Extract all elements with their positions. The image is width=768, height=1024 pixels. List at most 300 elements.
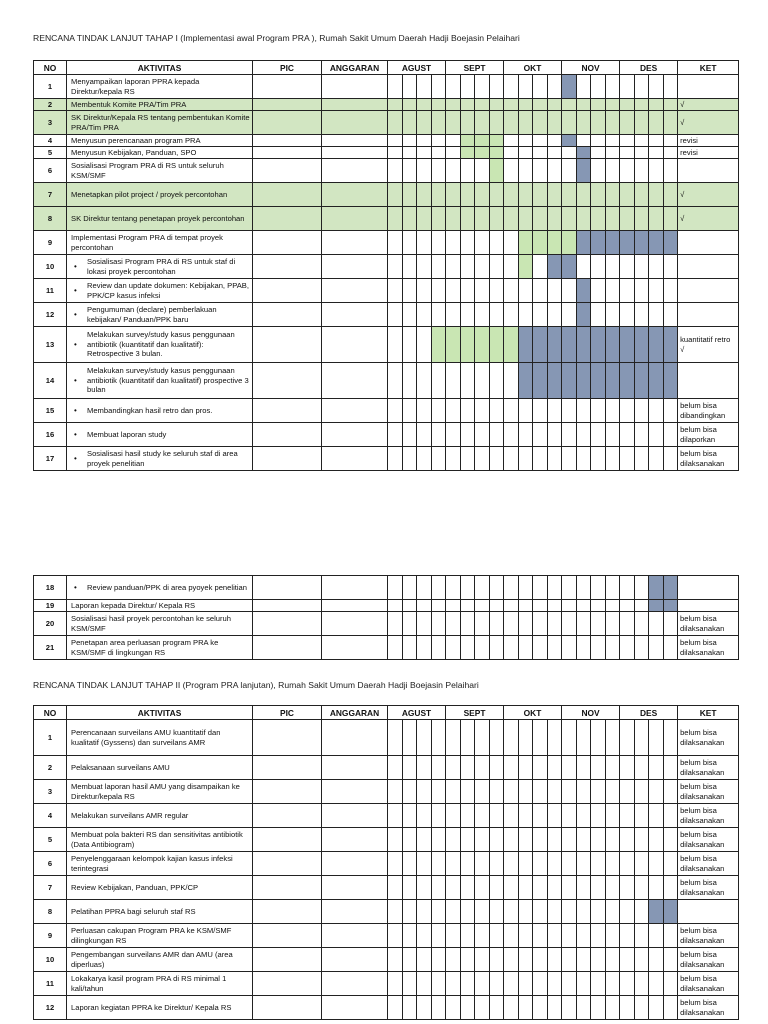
gantt-cell	[446, 303, 461, 327]
anggaran-cell	[322, 756, 388, 780]
gantt-cell	[620, 255, 635, 279]
gantt-cell	[620, 876, 635, 900]
gantt-cell	[402, 612, 417, 636]
gantt-cell	[417, 399, 432, 423]
gantt-cell	[547, 75, 562, 99]
gantt-cell	[605, 972, 620, 996]
gantt-cell-planned	[460, 327, 475, 363]
pic-cell	[253, 876, 322, 900]
gantt-cell	[634, 399, 649, 423]
gantt-cell-done	[649, 576, 664, 600]
table-row	[34, 135, 739, 147]
gantt-cell	[402, 159, 417, 183]
row-number: 4	[34, 135, 67, 147]
gantt-cell	[489, 852, 504, 876]
gantt-cell	[402, 804, 417, 828]
gantt-cell	[533, 99, 548, 111]
row-number: 20	[34, 612, 67, 636]
gantt-cell	[446, 900, 461, 924]
ket-cell: belum bisa dilaksanakan	[678, 447, 739, 471]
gantt-cell	[663, 972, 678, 996]
gantt-cell	[634, 972, 649, 996]
gantt-cell	[504, 303, 519, 327]
gantt-cell	[547, 756, 562, 780]
activity-cell: Membuat laporan hasil AMU yang disampaikan ke Direktur/kepala RS	[67, 780, 253, 804]
gantt-cell	[663, 720, 678, 756]
ket-cell: √	[678, 99, 739, 111]
gantt-cell	[417, 279, 432, 303]
activity-cell: Pelaksanaan surveilans AMU	[67, 756, 253, 780]
gantt-cell	[446, 804, 461, 828]
gantt-cell	[605, 99, 620, 111]
gantt-cell	[402, 147, 417, 159]
gantt-cell	[591, 399, 606, 423]
table-row	[34, 612, 739, 636]
gantt-cell	[446, 447, 461, 471]
gantt-cell	[562, 111, 577, 135]
ket-cell	[678, 303, 739, 327]
anggaran-cell	[322, 135, 388, 147]
ket-cell: belum bisa dilaksanakan	[678, 780, 739, 804]
ket-cell	[678, 279, 739, 303]
table-row	[34, 996, 739, 1020]
gantt-cell	[562, 900, 577, 924]
gantt-cell	[431, 135, 446, 147]
gantt-cell-done	[518, 363, 533, 399]
gantt-cell	[388, 231, 403, 255]
gantt-cell	[562, 828, 577, 852]
pic-cell	[253, 996, 322, 1020]
gantt-cell	[504, 399, 519, 423]
gantt-cell	[562, 159, 577, 183]
pic-cell	[253, 720, 322, 756]
activity-cell: Laporan kepada Direktur/ Kepala RS	[67, 600, 253, 612]
gantt-cell	[591, 612, 606, 636]
gantt-cell	[620, 996, 635, 1020]
row-number: 6	[34, 852, 67, 876]
gantt-cell	[489, 900, 504, 924]
gantt-cell-done	[634, 327, 649, 363]
gantt-cell	[605, 828, 620, 852]
gantt-cell	[634, 600, 649, 612]
activity-cell: Menyusun Kebijakan, Panduan, SPO	[67, 147, 253, 159]
gantt-cell	[562, 447, 577, 471]
gantt-cell	[388, 576, 403, 600]
ket-cell: belum bisa dilaksanakan	[678, 720, 739, 756]
gantt-cell	[547, 876, 562, 900]
gantt-cell-done	[663, 576, 678, 600]
gantt-cell	[518, 720, 533, 756]
ket-cell: belum bisa dilaksanakan	[678, 828, 739, 852]
gantt-cell	[605, 804, 620, 828]
gantt-cell	[576, 576, 591, 600]
gantt-cell-done	[562, 327, 577, 363]
gantt-cell	[431, 399, 446, 423]
gantt-cell	[547, 612, 562, 636]
table-row	[34, 99, 739, 111]
gantt-cell	[663, 303, 678, 327]
gantt-cell-done	[649, 231, 664, 255]
table-row	[34, 255, 739, 279]
gantt-cell	[504, 828, 519, 852]
gantt-cell-done	[576, 231, 591, 255]
tahap2-title: RENCANA TINDAK LANJUT TAHAP II (Program PRA lanjutan), Rumah Sakit Umum Daerah Hadji Boejasin Pelaihari	[33, 680, 479, 690]
gantt-cell	[417, 924, 432, 948]
gantt-cell-planned	[475, 327, 490, 363]
gantt-cell	[460, 447, 475, 471]
gantt-cell	[591, 147, 606, 159]
gantt-cell	[504, 852, 519, 876]
gantt-cell	[402, 828, 417, 852]
pic-cell	[253, 303, 322, 327]
gantt-cell	[605, 720, 620, 756]
gantt-cell	[663, 279, 678, 303]
gantt-cell	[576, 183, 591, 207]
gantt-cell	[634, 183, 649, 207]
gantt-cell	[518, 900, 533, 924]
gantt-cell	[634, 996, 649, 1020]
pic-cell	[253, 279, 322, 303]
table-row	[34, 303, 739, 327]
gantt-cell	[591, 780, 606, 804]
gantt-cell	[576, 924, 591, 948]
gantt-cell	[475, 423, 490, 447]
pic-cell	[253, 756, 322, 780]
gantt-cell-done	[620, 363, 635, 399]
gantt-cell	[489, 75, 504, 99]
gantt-cell	[547, 948, 562, 972]
gantt-cell	[663, 255, 678, 279]
gantt-cell-done	[591, 363, 606, 399]
gantt-cell	[605, 135, 620, 147]
gantt-cell	[663, 612, 678, 636]
ket-cell	[678, 363, 739, 399]
activity-cell: Membuat pola bakteri RS dan sensitivitas antibiotik (Data Antibiogram)	[67, 828, 253, 852]
gantt-cell	[634, 255, 649, 279]
gantt-cell	[475, 399, 490, 423]
gantt-cell	[562, 756, 577, 780]
row-number: 7	[34, 876, 67, 900]
gantt-cell	[634, 828, 649, 852]
gantt-cell	[605, 900, 620, 924]
row-number: 5	[34, 147, 67, 159]
gantt-cell	[446, 756, 461, 780]
gantt-cell	[446, 207, 461, 231]
gantt-cell	[431, 231, 446, 255]
gantt-cell	[417, 804, 432, 828]
gantt-cell	[547, 996, 562, 1020]
row-number: 12	[34, 303, 67, 327]
gantt-cell	[591, 99, 606, 111]
gantt-cell	[504, 183, 519, 207]
gantt-cell	[605, 303, 620, 327]
column-header-agust: AGUST	[388, 61, 446, 75]
gantt-cell	[388, 159, 403, 183]
gantt-cell	[446, 183, 461, 207]
gantt-cell	[605, 600, 620, 612]
gantt-cell	[475, 612, 490, 636]
gantt-cell	[591, 600, 606, 612]
gantt-cell	[634, 756, 649, 780]
gantt-cell	[663, 996, 678, 1020]
gantt-cell	[562, 99, 577, 111]
gantt-cell	[605, 399, 620, 423]
column-header-sept: SEPT	[446, 706, 504, 720]
ket-cell: √	[678, 183, 739, 207]
gantt-cell	[431, 756, 446, 780]
gantt-cell	[431, 159, 446, 183]
row-number: 1	[34, 75, 67, 99]
gantt-cell	[620, 828, 635, 852]
gantt-cell	[576, 99, 591, 111]
gantt-cell	[562, 780, 577, 804]
gantt-cell	[489, 255, 504, 279]
gantt-cell	[663, 852, 678, 876]
gantt-cell	[518, 147, 533, 159]
gantt-cell	[591, 447, 606, 471]
gantt-cell	[417, 876, 432, 900]
gantt-cell	[446, 636, 461, 660]
gantt-cell	[417, 600, 432, 612]
gantt-cell	[504, 159, 519, 183]
gantt-cell	[591, 972, 606, 996]
gantt-cell	[591, 111, 606, 135]
gantt-cell	[504, 600, 519, 612]
gantt-cell-done	[562, 363, 577, 399]
gantt-cell	[562, 996, 577, 1020]
gantt-cell	[620, 423, 635, 447]
gantt-cell	[663, 924, 678, 948]
gantt-cell	[591, 852, 606, 876]
gantt-cell	[547, 111, 562, 135]
ket-cell: belum bisa dilaksanakan	[678, 852, 739, 876]
gantt-cell	[446, 279, 461, 303]
anggaran-cell	[322, 159, 388, 183]
gantt-cell	[518, 303, 533, 327]
gantt-cell	[402, 924, 417, 948]
gantt-cell-planned	[475, 135, 490, 147]
gantt-cell	[533, 279, 548, 303]
gantt-cell	[576, 399, 591, 423]
table-row	[34, 447, 739, 471]
table-row	[34, 924, 739, 948]
gantt-cell	[605, 852, 620, 876]
gantt-cell	[605, 207, 620, 231]
ket-cell: belum bisa dilaksanakan	[678, 948, 739, 972]
table-row	[34, 636, 739, 660]
gantt-cell	[417, 231, 432, 255]
gantt-cell	[431, 363, 446, 399]
row-number: 12	[34, 996, 67, 1020]
gantt-cell	[489, 303, 504, 327]
gantt-cell-planned	[489, 159, 504, 183]
gantt-cell	[417, 303, 432, 327]
gantt-cell	[591, 183, 606, 207]
gantt-cell	[475, 996, 490, 1020]
activity-cell: Laporan kegiatan PPRA ke Direktur/ Kepala RS	[67, 996, 253, 1020]
gantt-cell	[649, 303, 664, 327]
gantt-cell	[460, 423, 475, 447]
gantt-cell	[591, 948, 606, 972]
gantt-cell	[634, 303, 649, 327]
gantt-cell-done	[663, 900, 678, 924]
gantt-cell-done	[663, 327, 678, 363]
gantt-cell	[533, 255, 548, 279]
gantt-cell-done	[634, 363, 649, 399]
gantt-cell-planned	[518, 231, 533, 255]
row-number: 2	[34, 99, 67, 111]
ket-cell: belum bisa dilaksanakan	[678, 804, 739, 828]
gantt-cell	[547, 183, 562, 207]
gantt-cell	[576, 948, 591, 972]
gantt-cell	[417, 948, 432, 972]
gantt-cell	[576, 600, 591, 612]
row-number: 18	[34, 576, 67, 600]
row-number: 19	[34, 600, 67, 612]
gantt-cell	[518, 111, 533, 135]
gantt-cell	[649, 876, 664, 900]
gantt-cell-done	[663, 600, 678, 612]
gantt-cell	[547, 636, 562, 660]
gantt-cell	[649, 756, 664, 780]
gantt-cell	[576, 612, 591, 636]
column-header-pic: PIC	[253, 706, 322, 720]
pic-cell	[253, 900, 322, 924]
gantt-cell	[547, 972, 562, 996]
gantt-cell	[388, 900, 403, 924]
gantt-cell	[605, 876, 620, 900]
pic-cell	[253, 183, 322, 207]
gantt-cell	[562, 804, 577, 828]
table-row	[34, 183, 739, 207]
gantt-cell	[649, 423, 664, 447]
gantt-cell	[446, 828, 461, 852]
gantt-cell	[591, 159, 606, 183]
gantt-cell	[475, 99, 490, 111]
pic-cell	[253, 111, 322, 135]
activity-cell: Perencanaan surveilans AMU kuantitatif dan kualitatif (Gyssens) dan surveilans AMR	[67, 720, 253, 756]
gantt-cell	[620, 804, 635, 828]
gantt-cell	[518, 876, 533, 900]
header-row	[34, 706, 739, 720]
ket-cell: revisi	[678, 147, 739, 159]
gantt-cell	[620, 948, 635, 972]
gantt-cell	[649, 447, 664, 471]
gantt-cell	[489, 756, 504, 780]
gantt-cell	[446, 135, 461, 147]
gantt-cell	[533, 399, 548, 423]
gantt-cell	[518, 804, 533, 828]
gantt-cell	[562, 576, 577, 600]
gantt-cell	[649, 279, 664, 303]
gantt-cell	[576, 720, 591, 756]
gantt-cell	[533, 900, 548, 924]
gantt-cell	[591, 900, 606, 924]
gantt-cell	[620, 852, 635, 876]
gantt-cell	[634, 804, 649, 828]
gantt-cell	[518, 924, 533, 948]
gantt-cell	[562, 399, 577, 423]
gantt-cell-planned	[446, 327, 461, 363]
gantt-cell-planned	[460, 135, 475, 147]
gantt-cell	[388, 363, 403, 399]
gantt-cell	[518, 780, 533, 804]
gantt-cell	[417, 447, 432, 471]
gantt-cell	[518, 447, 533, 471]
table-row	[34, 804, 739, 828]
gantt-cell	[402, 780, 417, 804]
ket-cell: revisi	[678, 135, 739, 147]
gantt-cell	[547, 924, 562, 948]
gantt-cell	[446, 75, 461, 99]
table-row	[34, 363, 739, 399]
gantt-cell	[663, 399, 678, 423]
gantt-cell	[446, 852, 461, 876]
table-row	[34, 720, 739, 756]
gantt-cell	[475, 111, 490, 135]
gantt-cell	[620, 924, 635, 948]
gantt-cell	[649, 183, 664, 207]
gantt-cell	[576, 255, 591, 279]
gantt-cell	[431, 612, 446, 636]
gantt-cell	[504, 279, 519, 303]
gantt-cell	[388, 828, 403, 852]
gantt-cell-done	[547, 255, 562, 279]
gantt-cell	[402, 99, 417, 111]
anggaran-cell	[322, 99, 388, 111]
anggaran-cell	[322, 75, 388, 99]
gantt-cell	[504, 576, 519, 600]
gantt-cell	[518, 399, 533, 423]
gantt-cell	[562, 876, 577, 900]
gantt-cell	[649, 996, 664, 1020]
pic-cell	[253, 447, 322, 471]
row-number: 5	[34, 828, 67, 852]
gantt-cell-planned	[518, 255, 533, 279]
gantt-cell	[605, 996, 620, 1020]
gantt-cell	[504, 996, 519, 1020]
gantt-cell	[489, 447, 504, 471]
gantt-cell	[388, 303, 403, 327]
pic-cell	[253, 363, 322, 399]
gantt-cell	[576, 804, 591, 828]
gantt-cell	[475, 972, 490, 996]
gantt-cell-done	[547, 327, 562, 363]
activity-cell: • Pengumuman (declare) pemberlakuan kebijakan/ Panduan/PPK baru	[67, 303, 253, 327]
gantt-cell	[605, 75, 620, 99]
gantt-cell	[504, 147, 519, 159]
gantt-cell	[417, 327, 432, 363]
gantt-cell	[620, 972, 635, 996]
gantt-cell	[518, 279, 533, 303]
gantt-cell	[417, 852, 432, 876]
gantt-cell	[446, 600, 461, 612]
gantt-cell	[634, 159, 649, 183]
gantt-cell	[460, 363, 475, 399]
gantt-cell	[620, 207, 635, 231]
activity-cell: Perluasan cakupan Program PRA ke KSM/SMF dilingkungan RS	[67, 924, 253, 948]
gantt-cell	[620, 612, 635, 636]
gantt-cell	[533, 303, 548, 327]
gantt-cell	[446, 111, 461, 135]
ket-cell: belum bisa dilaksanakan	[678, 756, 739, 780]
gantt-cell	[518, 612, 533, 636]
gantt-cell	[402, 327, 417, 363]
gantt-cell	[649, 780, 664, 804]
gantt-cell	[489, 924, 504, 948]
gantt-cell	[634, 720, 649, 756]
table-row	[34, 111, 739, 135]
